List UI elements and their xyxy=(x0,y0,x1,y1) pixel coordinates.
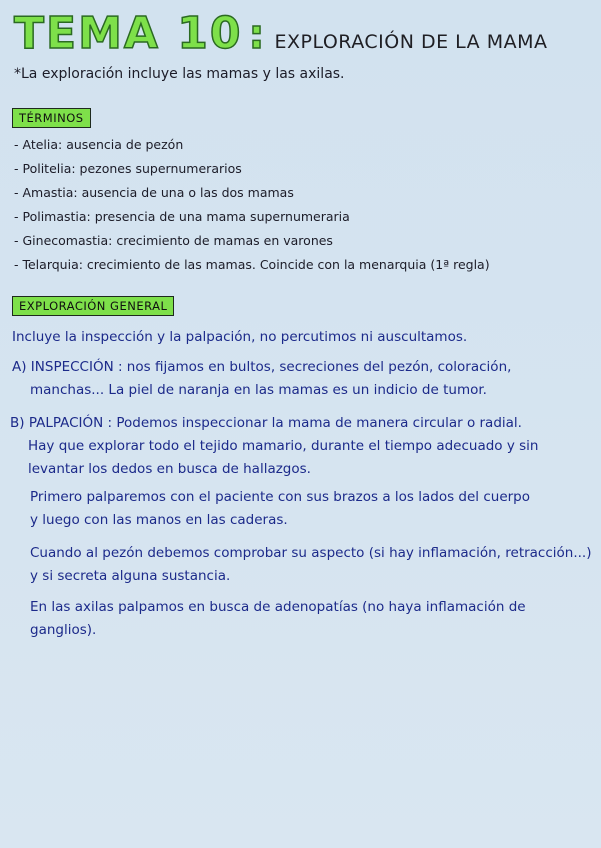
palpation-paragraph xyxy=(10,412,538,481)
title-sub: EXPLORACIÓN DE LA MAMA xyxy=(274,31,548,53)
term-item: - Polimastia: presencia de una mama supernumeraria xyxy=(14,209,350,224)
term-item: - Telarquia: crecimiento de las mamas. Coincide con la menarquia (1ª regla) xyxy=(14,257,490,272)
inspection-line: A) INSPECCIÓN : nos fijamos en bultos, secreciones del pezón, coloración, xyxy=(12,359,512,375)
exploration-heading: EXPLORACIÓN GENERAL xyxy=(12,296,174,316)
page-title xyxy=(14,8,548,61)
general-paragraph xyxy=(12,326,467,349)
title-colon: : xyxy=(248,12,265,58)
intro-line: *La exploración incluye las mamas y las axilas. xyxy=(14,66,345,82)
palpation-line: Hay que explorar todo el tejido mamario, durante el tiempo adecuado y sin xyxy=(28,438,539,454)
nipple-line: y si secreta alguna sustancia. xyxy=(30,568,231,584)
term-item: - Politelia: pezones supernumerarios xyxy=(14,161,242,176)
term-item: - Atelia: ausencia de pezón xyxy=(14,137,184,152)
axillae-line: ganglios). xyxy=(30,622,97,638)
term-item: - Amastia: ausencia de una o las dos mamas xyxy=(14,185,294,200)
position-line: y luego con las manos en las caderas. xyxy=(30,512,288,528)
inspection-paragraph xyxy=(12,356,511,402)
nipple-line: Cuando al pezón debemos comprobar su aspecto (si hay inflamación, retracción...) xyxy=(30,545,592,561)
axillae-paragraph xyxy=(30,596,526,642)
axillae-line: En las axilas palpamos en busca de adenopatías (no haya inflamación de xyxy=(30,599,526,615)
terms-list xyxy=(14,133,490,277)
position-line: Primero palparemos con el paciente con sus brazos a los lados del cuerpo xyxy=(30,489,531,505)
palpation-line: levantar los dedos en busca de hallazgos. xyxy=(28,461,311,477)
position-paragraph xyxy=(30,486,530,532)
palpation-line: B) PALPACIÓN : Podemos inspeccionar la mama de manera circular o radial. xyxy=(10,415,522,431)
title-main: TEMA 10 xyxy=(14,8,243,59)
terms-heading: TÉRMINOS xyxy=(12,108,91,128)
term-item: - Ginecomastia: crecimiento de mamas en varones xyxy=(14,233,333,248)
nipple-paragraph xyxy=(30,542,591,588)
inspection-line: manchas... La piel de naranja en las mamas es un indicio de tumor. xyxy=(30,382,487,398)
general-line: Incluye la inspección y la palpación, no percutimos ni auscultamos. xyxy=(12,329,468,345)
